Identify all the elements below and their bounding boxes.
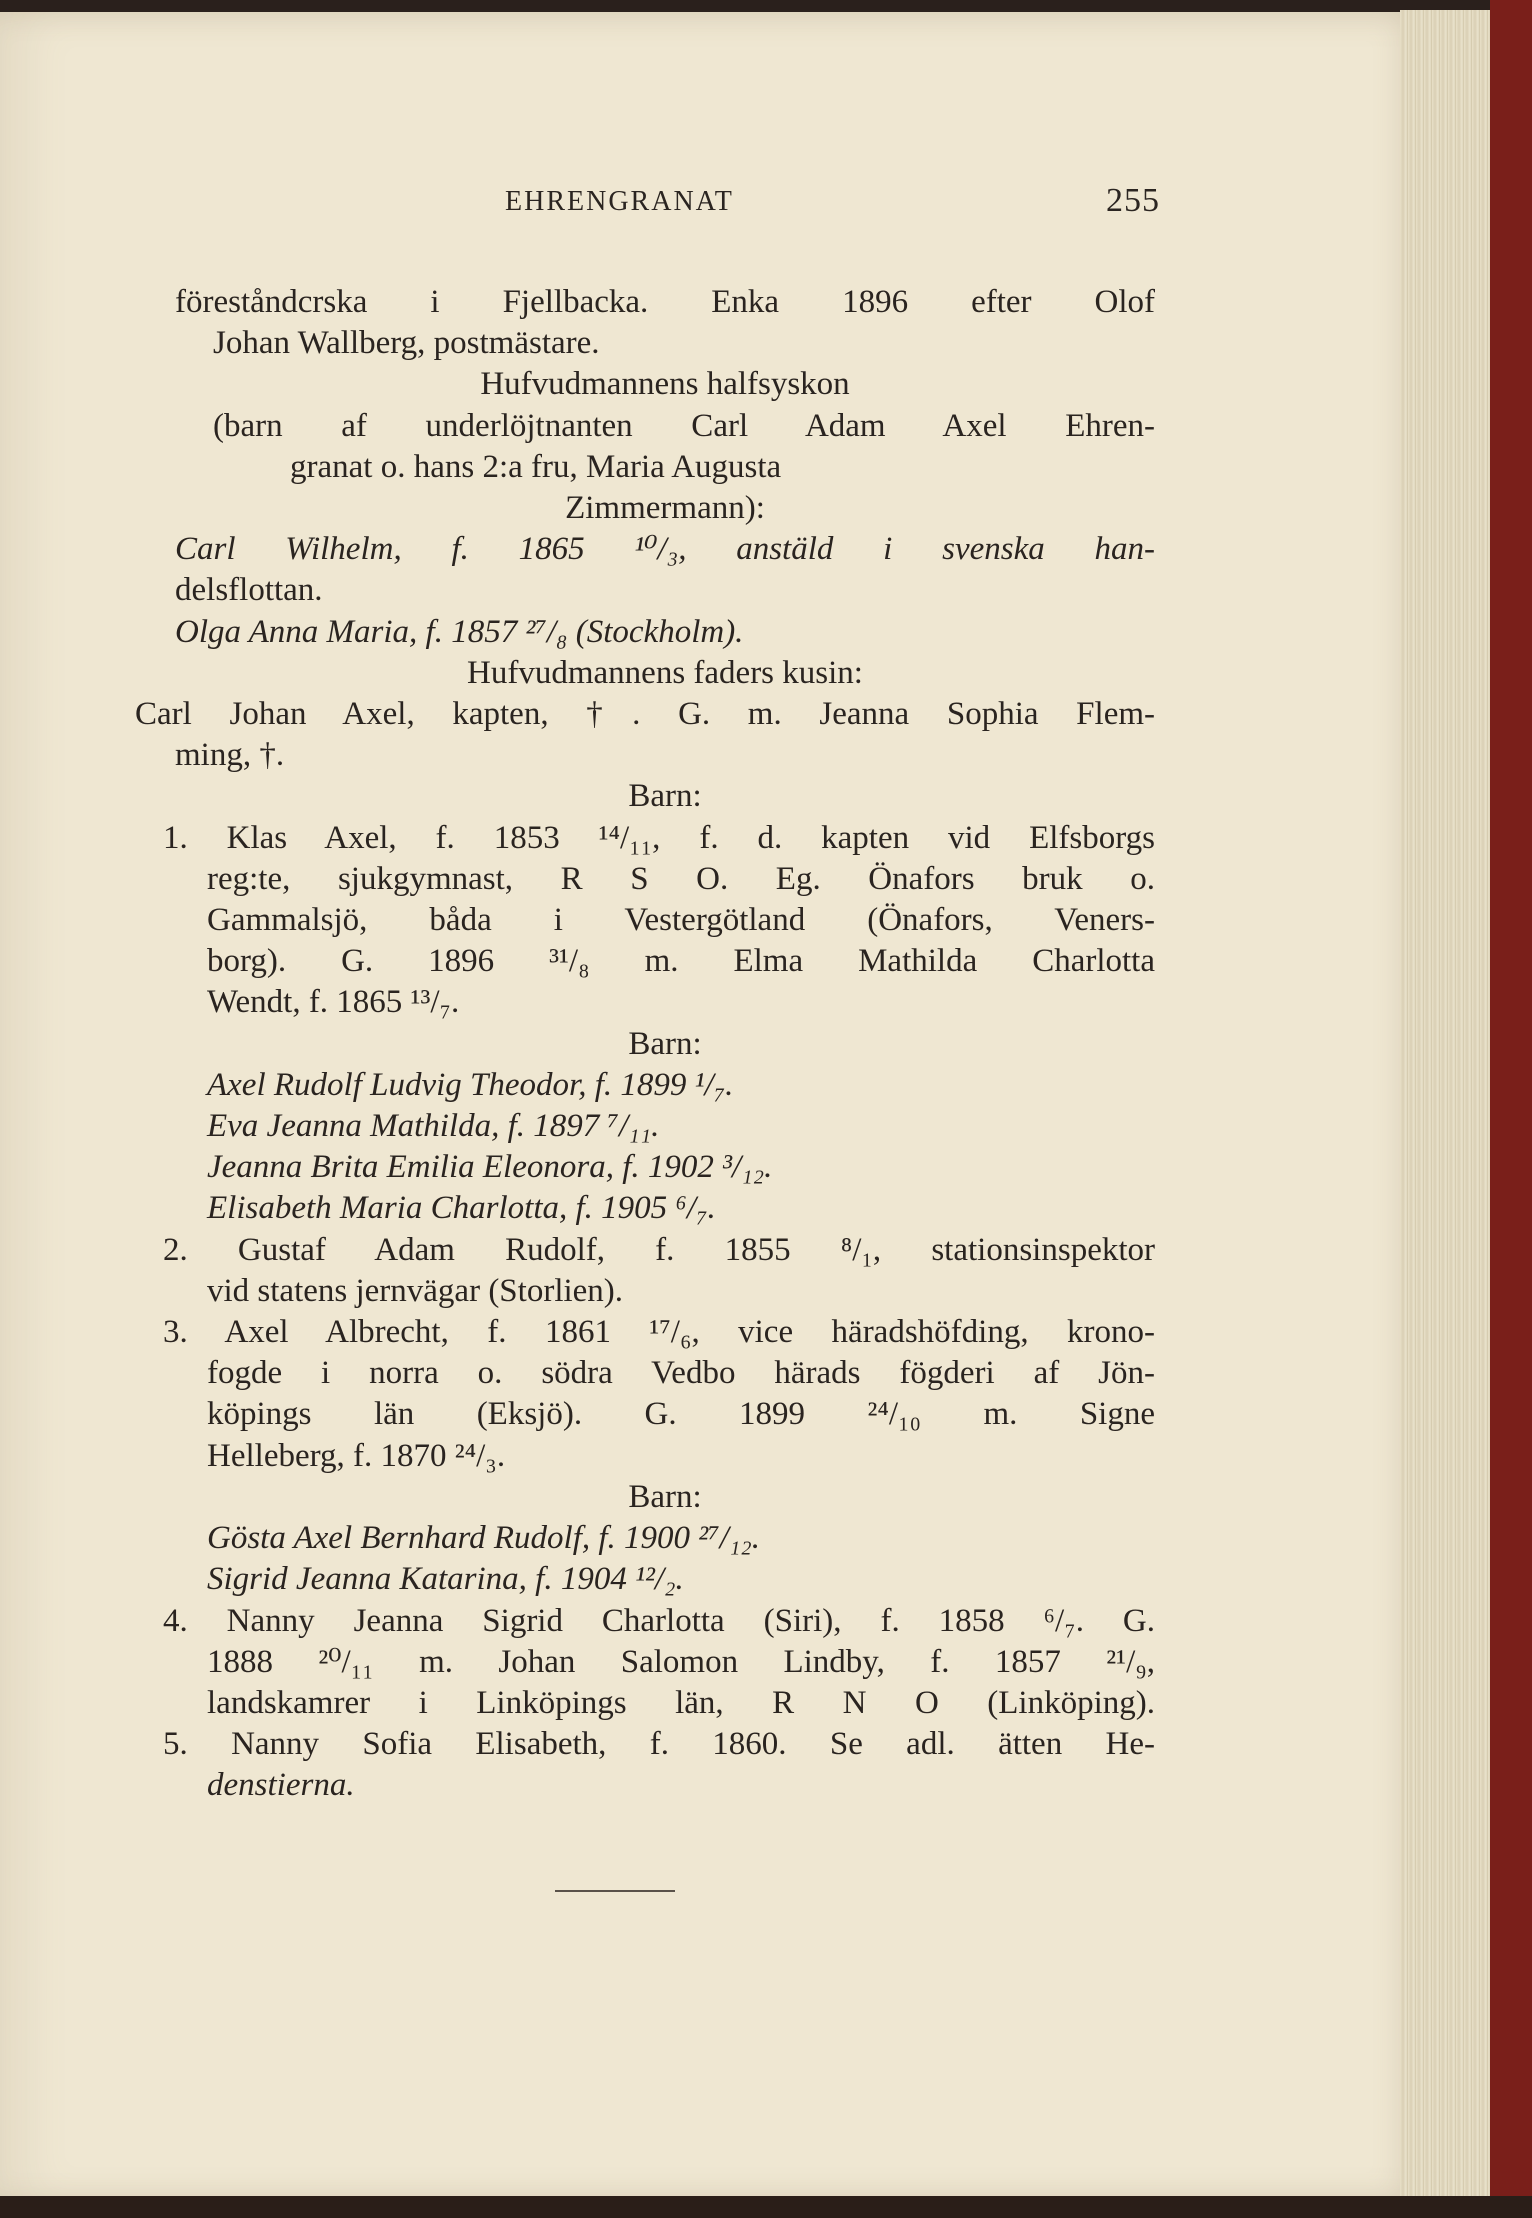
text-line: köpings län (Eksjö). G. 1899 ²⁴/₁₀ m. Signe — [207, 1396, 1155, 1433]
text-line: 1888 ²⁰/₁₁ m. Johan Salomon Lindby, f. 1857 ²¹/₉, — [207, 1643, 1155, 1680]
text-line: Olga Anna Maria, f. 1857 ²⁷/₈ (Stockholm). — [175, 613, 744, 650]
text-line: granat o. hans 2:a fru, Maria Augusta — [290, 448, 782, 485]
section-heading: Barn: — [628, 1478, 702, 1515]
text-line: föreståndcrska i Fjellbacka. Enka 1896 efter Olof — [175, 284, 1155, 320]
text-line: Sigrid Jeanna Katarina, f. 1904 ¹²/₂. — [207, 1561, 684, 1598]
section-heading: Hufvudmannens halfsyskon — [480, 366, 850, 403]
text-line: Gammalsjö, båda i Vestergötland (Önafors, Veners- — [207, 902, 1155, 939]
text-line: vid statens jernvägar (Storlien). — [207, 1272, 624, 1309]
text-line: Axel Rudolf Ludvig Theodor, f. 1899 ¹/₇. — [207, 1066, 734, 1103]
text-line: borg). G. 1896 ³¹/₈ m. Elma Mathilda Charlotta — [207, 943, 1155, 980]
page-number: 255 — [1106, 182, 1160, 219]
text-line: reg:te, sjukgymnast, R S O. Eg. Önafors bruk o. — [207, 860, 1155, 897]
text-line: Helleberg, f. 1870 ²⁴/₃. — [207, 1437, 506, 1474]
text-line: Gösta Axel Bernhard Rudolf, f. 1900 ²⁷/₁₂. — [207, 1520, 761, 1557]
text-line: Carl Wilhelm, f. 1865 ¹⁰/₃, anstäld i svenska han- — [175, 531, 1155, 568]
section-rule — [555, 1890, 675, 1892]
running-head: EHRENGRANAT — [505, 186, 734, 217]
text-line: Zimmermann): — [565, 490, 765, 527]
section-heading: Hufvudmannens faders kusin: — [467, 654, 863, 691]
section-heading: Barn: — [628, 1025, 702, 1062]
section-heading: Barn: — [628, 778, 702, 815]
page-edges — [1400, 10, 1500, 2200]
text-line: (barn af underlöjtnanten Carl Adam Axel Ehren- — [213, 407, 1155, 444]
text-line: Jeanna Brita Emilia Eleonora, f. 1902 ³/₁₂. — [207, 1149, 773, 1186]
text-line: Eva Jeanna Mathilda, f. 1897 ⁷/₁₁. — [207, 1108, 660, 1145]
text-line: landskamrer i Linköpings län, R N O (Linköping). — [207, 1684, 1155, 1721]
text-line: Johan Wallberg, postmästare. — [213, 325, 600, 362]
page-header — [140, 182, 1160, 236]
text-line: Carl Johan Axel, kapten, †. G. m. Jeanna Sophia Flem- — [135, 696, 1155, 733]
text-line: 4. Nanny Jeanna Sigrid Charlotta (Siri), f. 1858 ⁶/₇. G. — [163, 1602, 1155, 1639]
text-line: ming, †. — [175, 737, 285, 774]
text-line: Elisabeth Maria Charlotta, f. 1905 ⁶/₇. — [207, 1190, 716, 1227]
text-line: denstierna. — [207, 1767, 355, 1804]
body-text — [135, 282, 1155, 1807]
text-line: delsflottan. — [175, 572, 323, 609]
text-line: 1. Klas Axel, f. 1853 ¹⁴/₁₁, f. d. kapten vid Elfsborgs — [163, 819, 1155, 856]
text-line: 5. Nanny Sofia Elisabeth, f. 1860. Se adl. ätten He- — [163, 1726, 1155, 1763]
text-line: 2. Gustaf Adam Rudolf, f. 1855 ⁸/₁, stationsinspektor — [163, 1231, 1155, 1268]
text-line: 3. Axel Albrecht, f. 1861 ¹⁷/₆, vice häradshöfding, krono- — [163, 1314, 1155, 1351]
text-line: fogde i norra o. södra Vedbo härads fögderi af Jön- — [207, 1355, 1155, 1392]
bottom-band — [0, 2196, 1532, 2218]
text-line: Wendt, f. 1865 ¹³/₇. — [207, 984, 460, 1021]
book-cover — [1490, 0, 1532, 2218]
